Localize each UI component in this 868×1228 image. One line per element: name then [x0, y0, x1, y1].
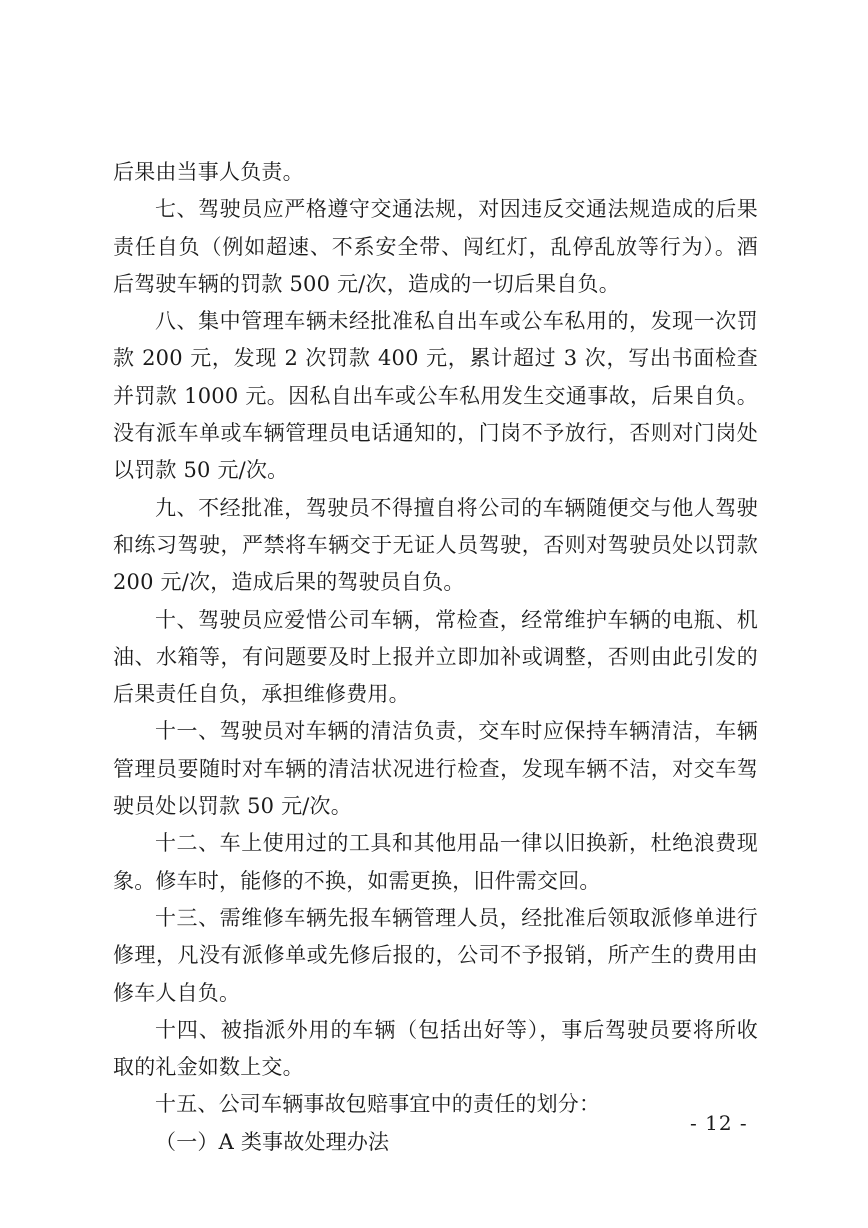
paragraph-subsection-a: （一）A 类事故处理办法 [155, 1129, 390, 1154]
paragraph-clause-7: 七、驾驶员应严格遵守交通法规，对因违反交通法规造成的后果责任自负（例如超速、不系安全带、闯红灯，乱停乱放等行为）。酒后驾驶车辆的罚款 500 元/次，造成的一切后果自负。 [113, 197, 758, 296]
page-number: - 12 - [690, 1111, 748, 1135]
document-body [113, 154, 758, 1161]
paragraph-clause-11: 十一、驾驶员对车辆的清洁负责，交车时应保持车辆清洁，车辆管理员要随时对车辆的清洁状况进行检查，发现车辆不洁，对交车驾驶员处以罚款 50 元/次。 [113, 719, 758, 819]
paragraph-clause-8: 八、集中管理车辆未经批准私自出车或公车私用的，发现一次罚款 200 元，发现 2 次罚款 400 元，累计超过 3 次，写出书面检查并罚款 1000 元。因私自出车或公车私用发生交通事故，后果自负。没有派车单或车辆管理员电话通知的，门岗不予放行，否则对门岗处以罚款 50 元/次。 [113, 309, 758, 483]
paragraph-clause-13: 十三、需维修车辆先报车辆管理人员，经批准后领取派修单进行修理，凡没有派修单或先修后报的，公司不予报销，所产生的费用由修车人自负。 [113, 905, 758, 1005]
paragraph-clause-14: 十四、被指派外用的车辆（包括出好等），事后驾驶员要将所收取的礼金如数上交。 [113, 1017, 758, 1080]
paragraph-clause-12: 十二、车上使用过的工具和其他用品一律以旧换新，杜绝浪费现象。修车时，能修的不换，如需更换，旧件需交回。 [113, 831, 758, 893]
paragraph-continuation: 后果由当事人负责。 [113, 160, 304, 184]
paragraph-clause-10: 十、驾驶员应爱惜公司车辆，常检查，经常维护车辆的电瓶、机油、水箱等，有问题要及时上报并立即加补或调整，否则由此引发的后果责任自负，承担维修费用。 [113, 607, 758, 707]
paragraph-clause-15: 十五、公司车辆事故包赔事宜中的责任的划分： [155, 1092, 601, 1117]
paragraph-clause-9: 九、不经批准，驾驶员不得擅自将公司的车辆随便交与他人驾驶和练习驾驶，严禁将车辆交于无证人员驾驶，否则对驾驶员处以罚款 200 元/次，造成后果的驾驶员自负。 [113, 495, 758, 595]
